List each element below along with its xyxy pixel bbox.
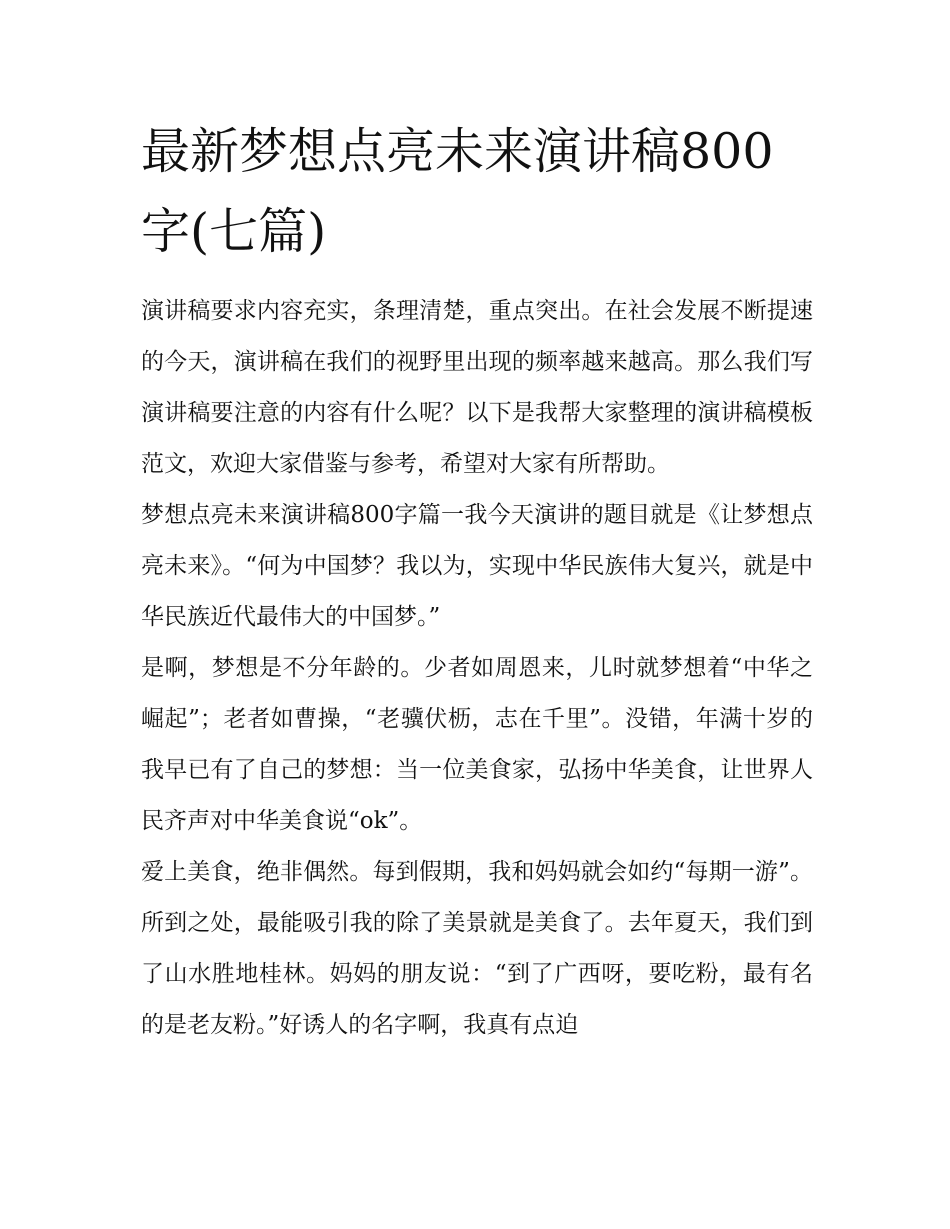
- document-body: [141, 112, 813, 1051]
- paragraph-1: 梦想点亮未来演讲稿800字篇一我今天演讲的题目就是《让梦想点亮未来》。“何为中国梦？我以为，实现中华民族伟大复兴，就是中华民族近代最伟大的中国梦。”: [141, 502, 813, 630]
- paragraph-intro: 演讲稿要求内容充实，条理清楚，重点突出。在社会发展不断提速的今天，演讲稿在我们的视野里出现的频率越来越高。那么我们写演讲稿要注意的内容有什么呢？以下是我帮大家整理的演讲稿模板范文，欢迎大家借鉴与参考，希望对大家有所帮助。: [141, 298, 813, 477]
- paragraph-2: 是啊，梦想是不分年龄的。少者如周恩来，儿时就梦想着“中华之崛起”；老者如曹操，“老骥伏枥，志在千里”。没错，年满十岁的我早已有了自己的梦想：当一位美食家，弘扬中华美食，让世界人民齐声对中华美食说“ok”。: [141, 655, 813, 834]
- document-title: 最新梦想点亮未来演讲稿800字(七篇): [141, 123, 774, 260]
- paragraph-3: 爱上美食，绝非偶然。每到假期，我和妈妈就会如约“每期一游”。所到之处，最能吸引我的除了美景就是美食了。去年夏天，我们到了山水胜地桂林。妈妈的朋友说：“到了广西呀，要吃粉，最有名的是老友粉。”好诱人的名字啊，我真有点迫: [141, 859, 813, 1038]
